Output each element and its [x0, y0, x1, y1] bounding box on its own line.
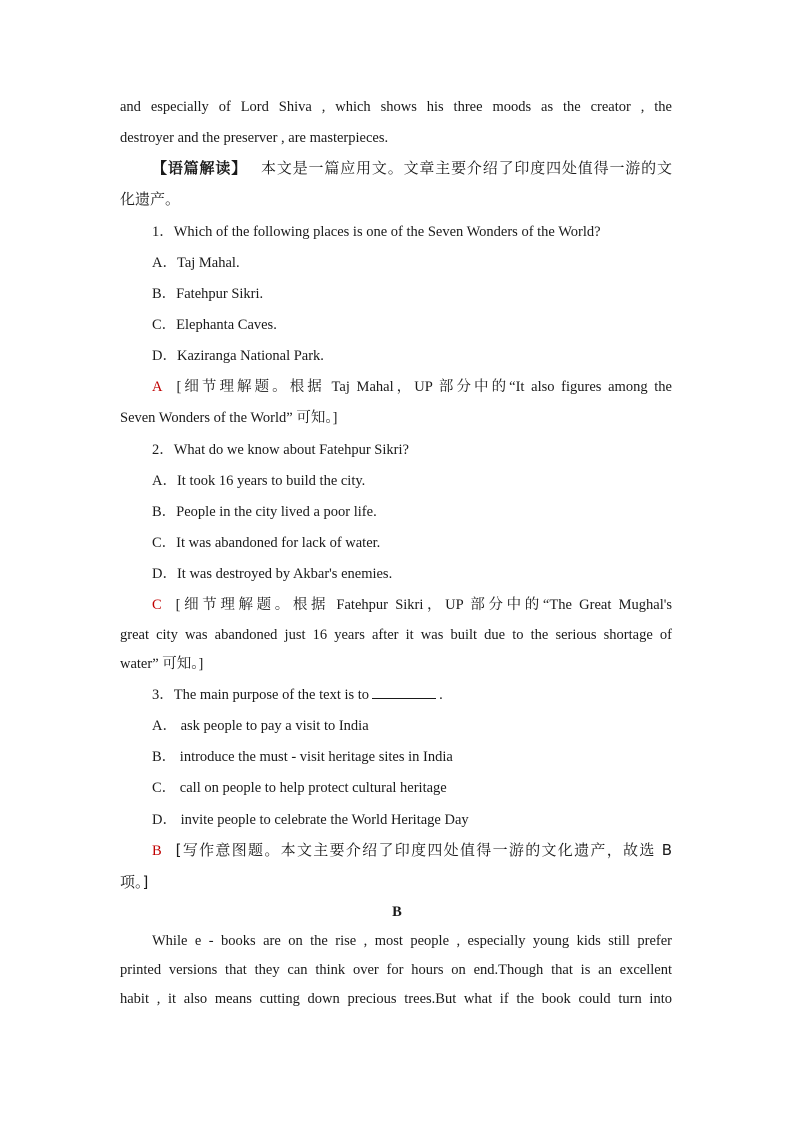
q2-answer: C: [152, 597, 162, 613]
q1-option-b: B．Fatehpur Sikri.: [152, 286, 264, 302]
q3-option-a: A． ask people to pay a visit to India: [152, 718, 369, 734]
q2-explanation: [152, 595, 672, 615]
q3-stem: [152, 685, 672, 705]
passage-b-line-3: habit , it also means cutting down precious trees.But what if the book could turn into: [120, 991, 672, 1007]
passage-b-line-2: printed versions that they can think over for hours on end.Though that is an excellent: [120, 962, 672, 978]
q3-explanation: [152, 840, 672, 861]
q1-option-d: D．Kaziranga National Park.: [152, 348, 324, 364]
q2-explanation-2: great city was abandoned just 16 years after it was built due to the serious shortage of: [120, 627, 672, 643]
q1-stem: 1．Which of the following places is one of the Seven Wonders of the World?: [152, 224, 601, 240]
q3-stem-end: .: [439, 687, 443, 703]
reading-text-2: 化遗产。: [120, 190, 181, 208]
intro-line-1: and especially of Lord Shiva , which shows his three moods as the creator , the: [120, 99, 672, 115]
q1-explanation-1: [细节理解题。根据 Taj Mahal，UP 部分中的“It also figures among the: [176, 379, 672, 395]
q3-option-c: C． call on people to help protect cultural heritage: [152, 780, 447, 796]
reading-interpretation: [152, 158, 672, 178]
reading-label: 【语篇解读】: [152, 159, 248, 177]
intro-line-2: destroyer and the preserver , are masterpieces.: [120, 130, 389, 146]
q1-explanation-2: Seven Wonders of the World” 可知。]: [120, 410, 338, 426]
q1-explanation: [152, 377, 672, 397]
section-heading-b: B: [392, 904, 402, 920]
q3-option-b: B． introduce the must - visit heritage sites in India: [152, 749, 453, 765]
q3-option-d: D． invite people to celebrate the World Heritage Day: [152, 812, 469, 828]
q3-explanation-1: [写作意图题。本文主要介绍了印度四处值得一游的文化遗产，故选 B: [175, 841, 672, 859]
q1-answer: A: [152, 379, 163, 395]
passage-b-line-1: While e - books are on the rise , most people , especially young kids still prefer: [152, 933, 672, 949]
reading-text-1: 本文是一篇应用文。文章主要介绍了印度四处值得一游的文: [261, 159, 672, 177]
q2-option-d: D．It was destroyed by Akbar's enemies.: [152, 566, 393, 582]
q1-option-a: A．Taj Mahal.: [152, 255, 240, 271]
q2-option-c: C．It was abandoned for lack of water.: [152, 535, 381, 551]
q2-option-a: A．It took 16 years to build the city.: [152, 473, 366, 489]
q3-explanation-2: 项。]: [120, 873, 149, 891]
q1-option-c: C．Elephanta Caves.: [152, 317, 277, 333]
q2-stem: 2．What do we know about Fatehpur Sikri?: [152, 442, 409, 458]
q3-blank: [372, 685, 436, 699]
q2-explanation-3: water” 可知。]: [120, 656, 204, 672]
q2-explanation-1: [细节理解题。根据 Fatehpur Sikri，UP 部分中的“The Great Mughal's: [175, 597, 672, 613]
q2-option-b: B．People in the city lived a poor life.: [152, 504, 377, 520]
q3-answer: B: [152, 843, 162, 859]
q3-stem-text: 3．The main purpose of the text is to: [152, 687, 370, 703]
